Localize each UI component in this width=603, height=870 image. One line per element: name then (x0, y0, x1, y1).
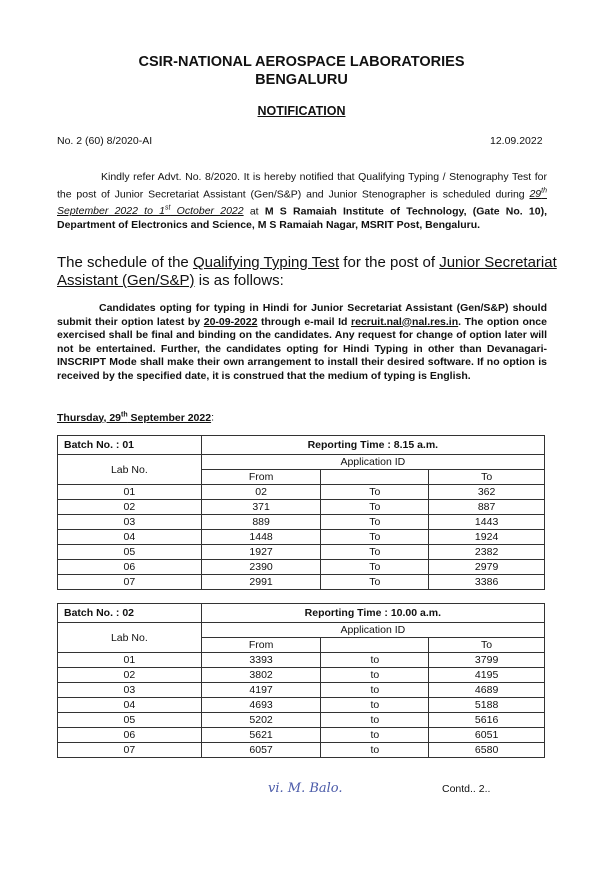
venue-text: M S Ramaiah Institute of Technology, (Gate No. 10), Department of Electronics and Science, M S Ramaiah Nagar, MSRIT Post, Bengaluru. (57, 205, 548, 231)
cell-from: 2991 (201, 575, 321, 590)
table-row (58, 683, 545, 698)
cell-lab: 07 (58, 743, 202, 758)
application-id-header: Application ID (201, 455, 544, 470)
cell-lab: 05 (58, 713, 202, 728)
cell-to: 3386 (429, 575, 545, 590)
cell-sep: to (321, 713, 429, 728)
reporting-time: Reporting Time : 8.15 a.m. (201, 436, 544, 455)
cell-to: 5616 (429, 713, 545, 728)
application-id-header: Application ID (201, 623, 544, 638)
intro-text: Kindly refer Advt. No. 8/2020. It is hereby notified that Qualifying Typing / Stenography Test for the post of Junior Secretariat Assistant (Gen/S&P) and Junior Stenographer is scheduled during (57, 171, 547, 200)
cell-sep: To (321, 575, 429, 590)
reporting-time: Reporting Time : 10.00 a.m. (201, 604, 544, 623)
cell-lab: 02 (58, 500, 202, 515)
hindi-option-note: Candidates opting for typing in Hindi for Junior Secretariat Assistant (Gen/S&P) should submit their option latest by 20-09-2022 through e-mail Id recruit.nal@nal.res.in. The option once exercised shall be final and binding on the candidates. Any request for change of option later will not be entertained. Further, the candidates opting for Hindi Typing in other than Devanagari-INSCRIPT Mode shall make their own arrangement to install their desired software. If no option is received by the specified date, it is construed that the medium of typing is English. (57, 302, 547, 382)
city-title: BENGALURU (255, 72, 348, 88)
batch-02-table (57, 603, 545, 758)
cell-lab: 06 (58, 728, 202, 743)
test-day-heading: Thursday, 29th September 2022: (57, 411, 214, 424)
cell-to: 3799 (429, 653, 545, 668)
cell-from: 6057 (201, 743, 321, 758)
cell-from: 1927 (201, 545, 321, 560)
table-row (58, 575, 545, 590)
cell-from: 2390 (201, 560, 321, 575)
sep-header (321, 470, 429, 485)
signature: vi. M. Balo. (268, 781, 343, 796)
table-row (58, 668, 545, 683)
cell-sep: to (321, 743, 429, 758)
notice-date: 12.09.2022 (490, 135, 543, 147)
table-row (58, 728, 545, 743)
cell-from: 371 (201, 500, 321, 515)
cell-sep: to (321, 728, 429, 743)
batch-number: Batch No. : 02 (58, 604, 202, 623)
to-header: To (429, 470, 545, 485)
cell-to: 1443 (429, 515, 545, 530)
from-header: From (201, 470, 321, 485)
lab-no-header: Lab No. (58, 455, 202, 485)
cell-to: 2382 (429, 545, 545, 560)
cell-from: 5621 (201, 728, 321, 743)
table-row (58, 530, 545, 545)
cell-from: 3802 (201, 668, 321, 683)
cell-sep: To (321, 530, 429, 545)
cell-to: 362 (429, 485, 545, 500)
cell-from: 4197 (201, 683, 321, 698)
cell-to: 2979 (429, 560, 545, 575)
cell-sep: To (321, 485, 429, 500)
table-row (58, 698, 545, 713)
test-dates: 29th September 2022 to 1st October 2022 (57, 187, 547, 217)
table-row (58, 653, 545, 668)
cell-lab: 06 (58, 560, 202, 575)
cell-lab: 03 (58, 515, 202, 530)
continued-note: Contd.. 2.. (442, 783, 491, 795)
table-row (58, 500, 545, 515)
email-link[interactable]: recruit.nal@nal.res.in (351, 315, 459, 328)
table-row (58, 545, 545, 560)
batch-number: Batch No. : 01 (58, 436, 202, 455)
cell-lab: 01 (58, 653, 202, 668)
cell-to: 887 (429, 500, 545, 515)
org-title: CSIR-NATIONAL AEROSPACE LABORATORIES (138, 54, 465, 70)
table-row (58, 743, 545, 758)
intro-paragraph: Kindly refer Advt. No. 8/2020. It is hereby notified that Qualifying Typing / Stenography Test for the post of Junior Secretariat Assistant (Gen/S&P) and Junior Stenographer is scheduled during 29th September 2022 to 1st October 2022 at M S Ramaiah Institute of Technology, (Gate No. 10), Department of Electronics and Science, M S Ramaiah Nagar, MSRIT Post, Bengaluru. (57, 171, 548, 231)
cell-lab: 05 (58, 545, 202, 560)
cell-lab: 07 (58, 575, 202, 590)
cell-to: 1924 (429, 530, 545, 545)
cell-sep: To (321, 515, 429, 530)
batch-01-table (57, 435, 545, 590)
table-row (58, 485, 545, 500)
cell-sep: to (321, 668, 429, 683)
cell-from: 4693 (201, 698, 321, 713)
cell-lab: 01 (58, 485, 202, 500)
cell-to: 6580 (429, 743, 545, 758)
reference-number: No. 2 (60) 8/2020-AI (57, 135, 153, 147)
schedule-heading: The schedule of the Qualifying Typing Test for the post of Junior Secretariat Assistant (Gen/S&P) is as follows: (57, 254, 557, 289)
cell-sep: to (321, 698, 429, 713)
notification-heading: NOTIFICATION (257, 104, 346, 118)
sep-header (321, 638, 429, 653)
option-deadline: 20-09-2022 (203, 315, 258, 328)
cell-sep: to (321, 683, 429, 698)
table-row (58, 560, 545, 575)
cell-sep: to (321, 653, 429, 668)
cell-from: 5202 (201, 713, 321, 728)
cell-from: 889 (201, 515, 321, 530)
cell-to: 4689 (429, 683, 545, 698)
cell-to: 5188 (429, 698, 545, 713)
cell-lab: 03 (58, 683, 202, 698)
lab-no-header: Lab No. (58, 623, 202, 653)
cell-to: 4195 (429, 668, 545, 683)
cell-sep: To (321, 500, 429, 515)
cell-from: 3393 (201, 653, 321, 668)
to-header: To (429, 638, 545, 653)
cell-to: 6051 (429, 728, 545, 743)
from-header: From (201, 638, 321, 653)
cell-lab: 04 (58, 698, 202, 713)
cell-from: 02 (201, 485, 321, 500)
cell-sep: To (321, 560, 429, 575)
cell-lab: 04 (58, 530, 202, 545)
cell-lab: 02 (58, 668, 202, 683)
table-row (58, 713, 545, 728)
cell-sep: To (321, 545, 429, 560)
table-row (58, 515, 545, 530)
cell-from: 1448 (201, 530, 321, 545)
